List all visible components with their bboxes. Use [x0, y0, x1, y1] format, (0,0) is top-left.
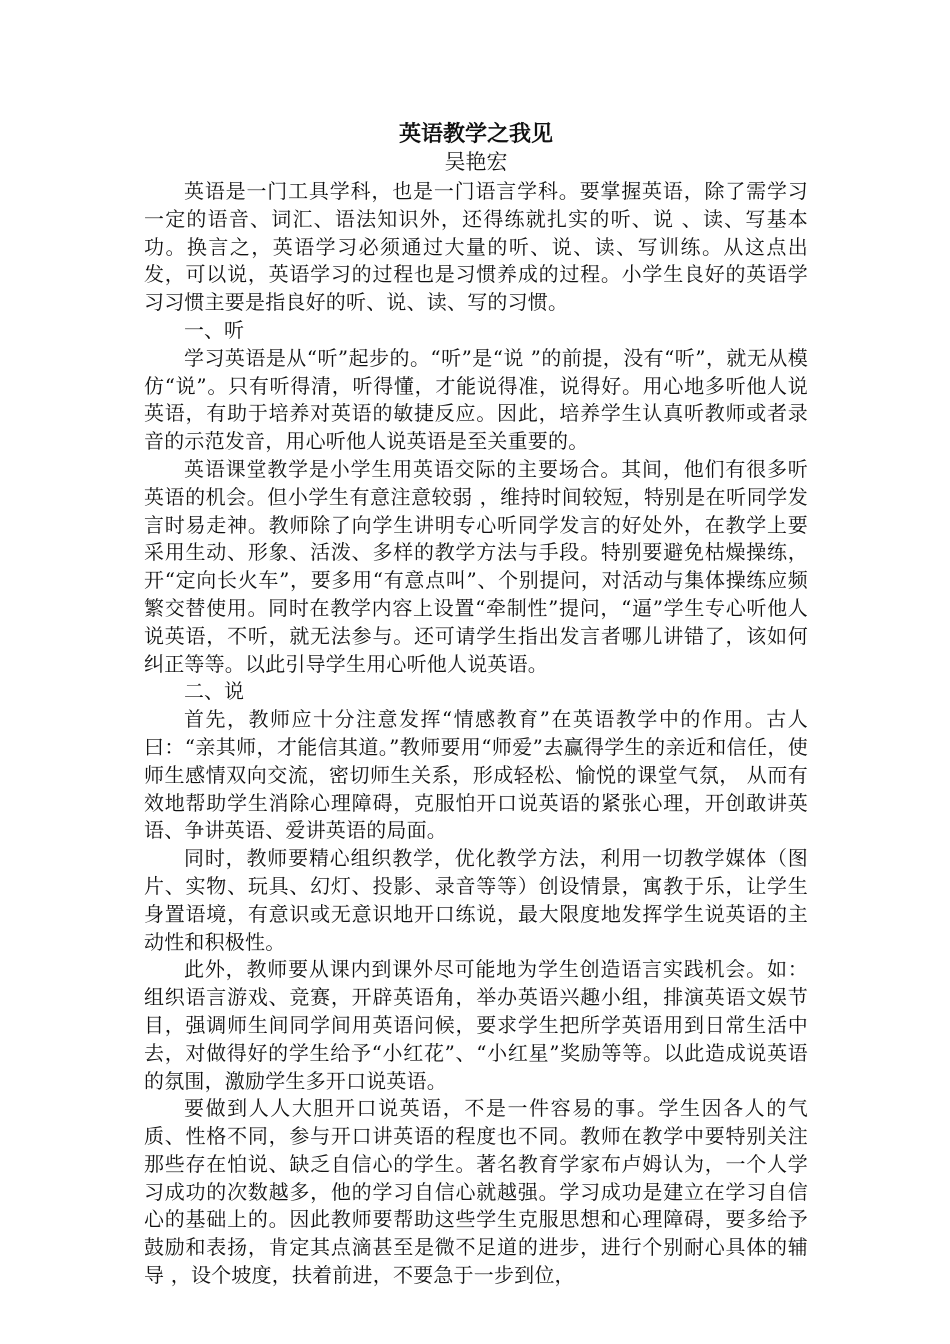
- document-title: 英语教学之我见: [398, 121, 553, 147]
- paragraph-speak-1: 首先，教师应十分注意发挥“情感教育”在英语教学中的作用。古人曰：“亲其师，才能信其道。”教师要用“师爱”去赢得学生的亲近和信任，使师生感情双向交流，密切师生关系，形成轻松、愉悦的课堂气氛， 从而有效地帮助学生消除心理障碍，克服怕开口说英语的紧张心理，开创敢讲英语、争讲英语、爱讲英语的局面。: [144, 707, 808, 843]
- paragraph-speak-3: 此外，教师要从课内到课外尽可能地为学生创造语言实践机会。如：组织语言游戏、竞赛，开辟英语角，举办英语兴趣小组，排演英语文娱节目，强调师生间同学间用英语问候，要求学生把所学英语用到日常生活中去，对做得好的学生给予“小红花”、“小红星”奖励等等。以此造成说英语的氛围，激励学生多开口说英语。: [144, 957, 808, 1093]
- paragraph-listen-2: 英语课堂教学是小学生用英语交际的主要场合。其间，他们有很多听英语的机会。但小学生有意注意较弱 ，维持时间较短，特别是在听同学发言时易走神。教师除了向学生讲明专心听同学发言的好处外，在教学上要采用生动、形象、活泼、多样的教学方法与手段。特别要避免枯燥操练，开“定向长火车”，要多用“有意点叫”、个别提问，对活动与集体操练应频繁交替使用。同时在教学内容上设置“牵制性”提问，“逼”学生专心听他人说英语，不听，就无法参与。还可请学生指出发言者哪儿讲错了，该如何纠正等等。以此引导学生用心听他人说英语。: [144, 456, 808, 676]
- section-heading-listen: 一、听: [184, 317, 244, 342]
- paragraph-intro: 英语是一门工具学科，也是一门语言学科。要掌握英语，除了需学习一定的语音、词汇、语法知识外，还得练就扎实的听、说 、读、写基本功。换言之，英语学习必须通过大量的听、说、读、写训练。从这点出发，可以说，英语学习的过程也是习惯养成的过程。小学生良好的英语学习习惯主要是指良好的听、说、读、写的习惯。: [144, 179, 808, 315]
- paragraph-listen-1: 学习英语是从“听”起步的。“听”是“说 ”的前提，没有“听”，就无从模仿“说”。只有听得清，听得懂，才能说得准，说得好。用心地多听他人说英语，有助于培养对英语的敏捷反应。因此，培养学生认真听教师或者录音的示范发音，用心听他人说英语是至关重要的。: [144, 345, 808, 454]
- paragraph-speak-2: 同时，教师要精心组织教学，优化教学方法，利用一切教学媒体（图片、实物、玩具、幻灯、投影、录音等等）创设情景，寓教于乐，让学生身置语境，有意识或无意识地开口练说，最大限度地发挥学生说英语的主动性和积极性。: [144, 846, 808, 954]
- document-author: 吴艳宏: [444, 150, 508, 174]
- document-body: [144, 120, 808, 1290]
- section-heading-speak: 二、说: [184, 679, 244, 704]
- paragraph-speak-4: 要做到人人大胆开口说英语，不是一件容易的事。学生因各人的气质、性格不同，参与开口讲英语的程度也不同。教师在教学中要特别关注那些存在怕说、缺乏自信心的学生。著名教育学家布卢姆认为，一个人学习成功的次数越多，他的学习自信心就越强。学习成功是建立在学习自信心的基础上的。因此教师要帮助这些学生克服思想和心理障碍，要多给予鼓励和表扬，肯定其点滴甚至是微不足道的进步，进行个别耐心具体的辅导 ，设个坡度，扶着前进，不要急于一步到位，: [144, 1096, 808, 1288]
